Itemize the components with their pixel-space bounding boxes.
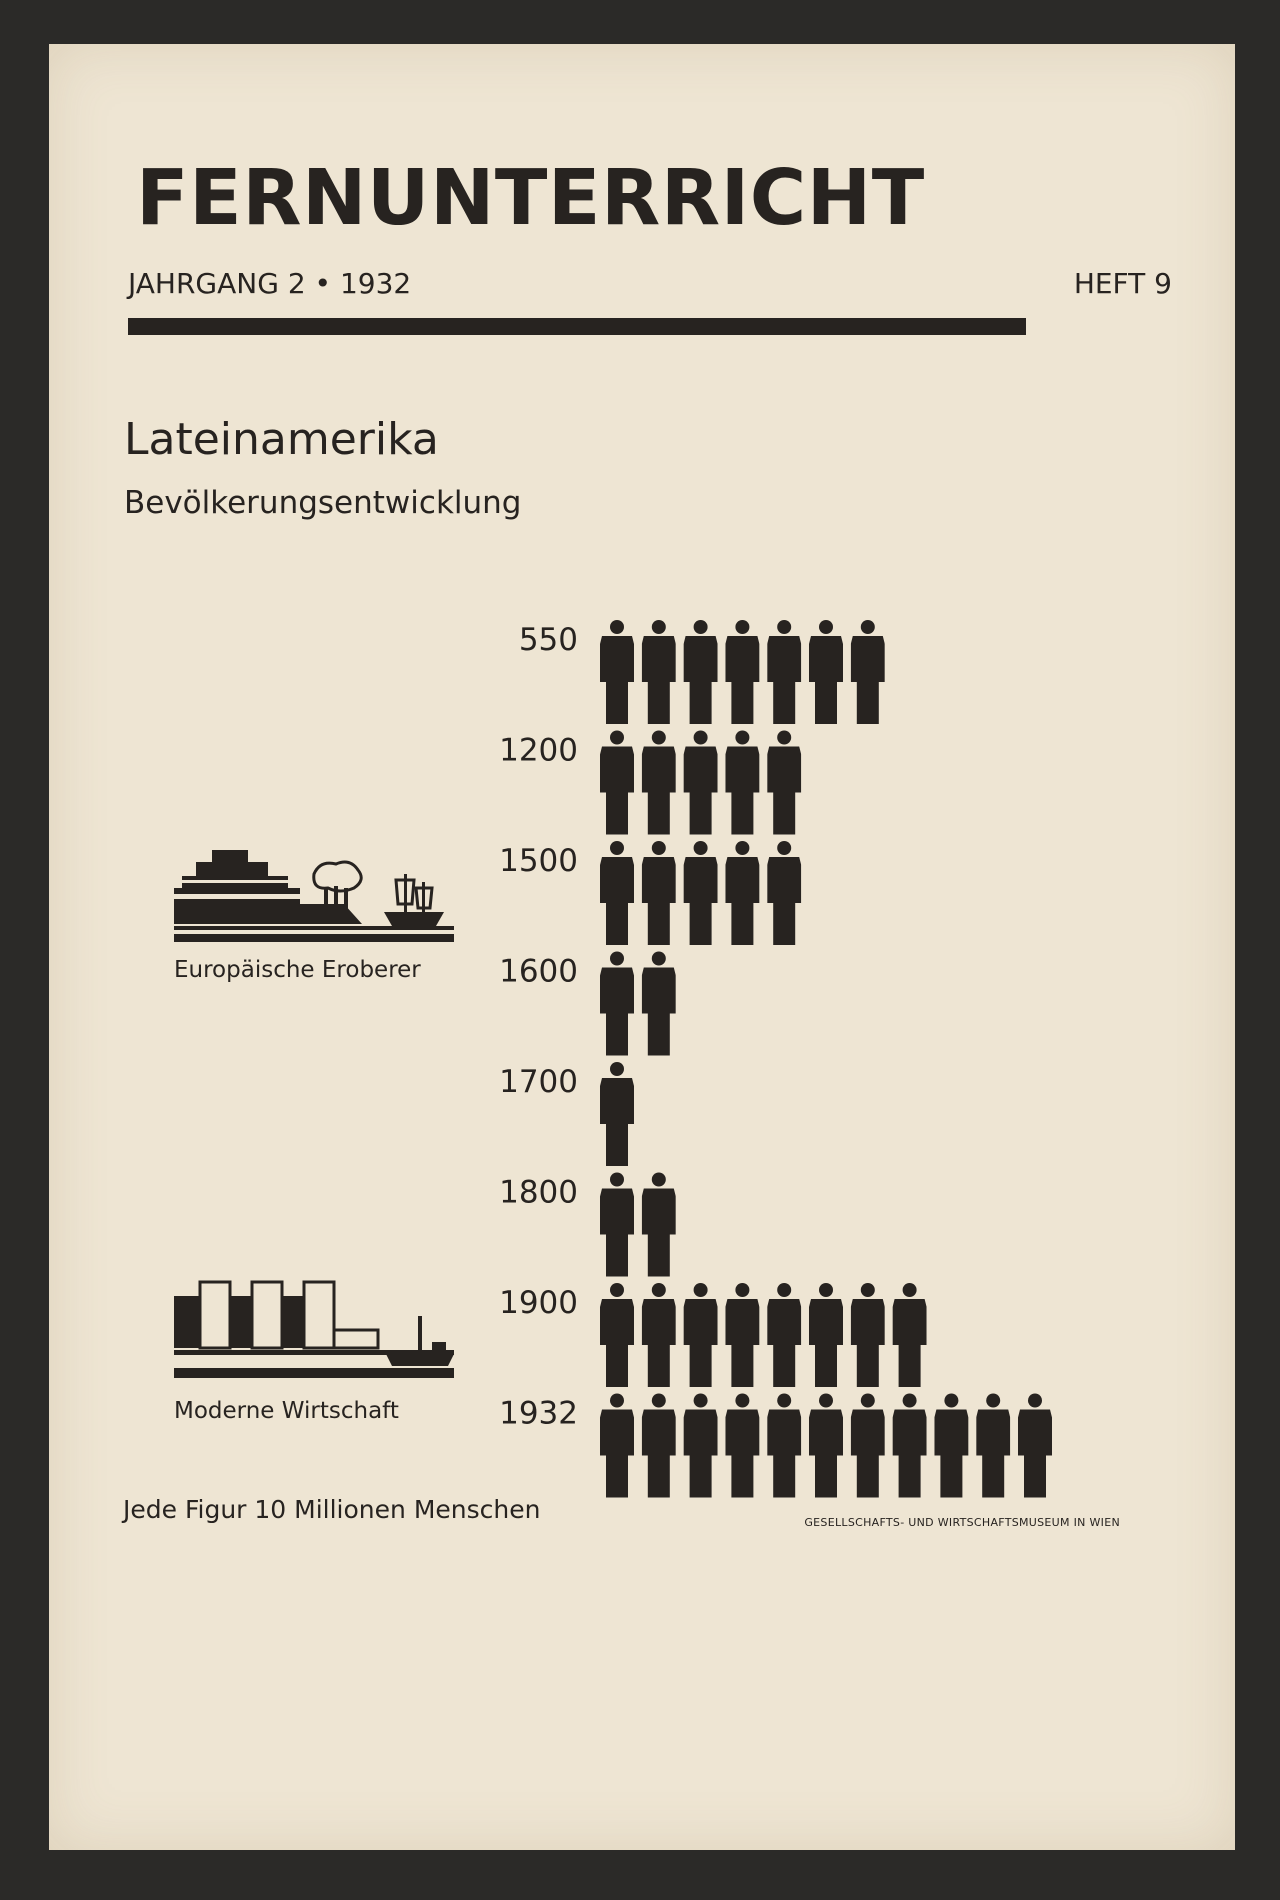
conquerors-caption: Europäische Eroberer bbox=[174, 957, 421, 983]
unit-legend: Jede Figur 10 Millionen Menschen bbox=[123, 1495, 541, 1524]
person-figure bbox=[809, 1394, 843, 1498]
person-figure bbox=[600, 952, 634, 1056]
person-figure bbox=[767, 841, 801, 945]
magazine-title: FERNUNTERRICHT bbox=[136, 154, 925, 243]
partial-person-figure bbox=[642, 1062, 676, 1166]
person-figure bbox=[809, 1283, 843, 1387]
person-figure bbox=[642, 620, 676, 724]
person-figure bbox=[642, 1394, 676, 1498]
year-label: 1200 bbox=[499, 732, 578, 769]
person-figure bbox=[767, 731, 801, 835]
person-figure bbox=[600, 1062, 634, 1166]
year-label: 1700 bbox=[499, 1064, 578, 1100]
volume-label: JAHRGANG 2 • 1932 bbox=[128, 267, 412, 300]
year-label: 1500 bbox=[499, 843, 578, 879]
chart-subtitle: Bevölkerungsentwicklung bbox=[124, 485, 522, 521]
year-label: 1932 bbox=[499, 1395, 578, 1432]
person-figure bbox=[642, 952, 676, 1056]
person-figure bbox=[642, 1283, 676, 1387]
person-figure bbox=[893, 1283, 927, 1387]
person-figure bbox=[976, 1394, 1010, 1498]
publisher-credit: GESELLSCHAFTS- UND WIRTSCHAFTSMUSEUM IN WIEN bbox=[804, 1516, 1120, 1529]
person-figure bbox=[725, 1394, 759, 1498]
person-figure bbox=[600, 841, 634, 945]
person-figure bbox=[725, 620, 759, 724]
person-figure bbox=[725, 1283, 759, 1387]
year-label: 1800 bbox=[499, 1174, 578, 1211]
person-figure bbox=[851, 1283, 885, 1387]
person-figure bbox=[767, 620, 801, 724]
issue-label: HEFT 9 bbox=[1073, 267, 1172, 300]
person-figure bbox=[684, 731, 718, 835]
partial-person-figure bbox=[893, 620, 927, 724]
year-label: 1600 bbox=[499, 953, 578, 990]
economy-caption: Moderne Wirtschaft bbox=[174, 1398, 399, 1424]
person-figure bbox=[642, 1173, 676, 1277]
year-label: 550 bbox=[518, 622, 578, 658]
person-figure bbox=[851, 1394, 885, 1498]
year-label: 1900 bbox=[499, 1285, 578, 1321]
person-figure bbox=[642, 731, 676, 835]
person-figure bbox=[725, 841, 759, 945]
person-figure bbox=[684, 841, 718, 945]
partial-person-figure bbox=[1060, 1394, 1094, 1498]
person-figure bbox=[600, 731, 634, 835]
person-figure bbox=[684, 620, 718, 724]
person-figure bbox=[1018, 1394, 1052, 1498]
person-figure bbox=[767, 1394, 801, 1498]
person-figure bbox=[809, 620, 843, 724]
person-figure bbox=[600, 1394, 634, 1498]
person-figure bbox=[934, 1394, 968, 1498]
person-figure bbox=[767, 1283, 801, 1387]
person-figure bbox=[725, 731, 759, 835]
person-figure bbox=[893, 1394, 927, 1498]
person-figure bbox=[684, 1394, 718, 1498]
person-figure bbox=[684, 1283, 718, 1387]
chart-title: Lateinamerika bbox=[124, 414, 439, 465]
person-figure bbox=[600, 1173, 634, 1277]
person-figure bbox=[642, 841, 676, 945]
person-figure bbox=[851, 620, 885, 724]
person-figure bbox=[600, 620, 634, 724]
person-figure bbox=[600, 1283, 634, 1387]
